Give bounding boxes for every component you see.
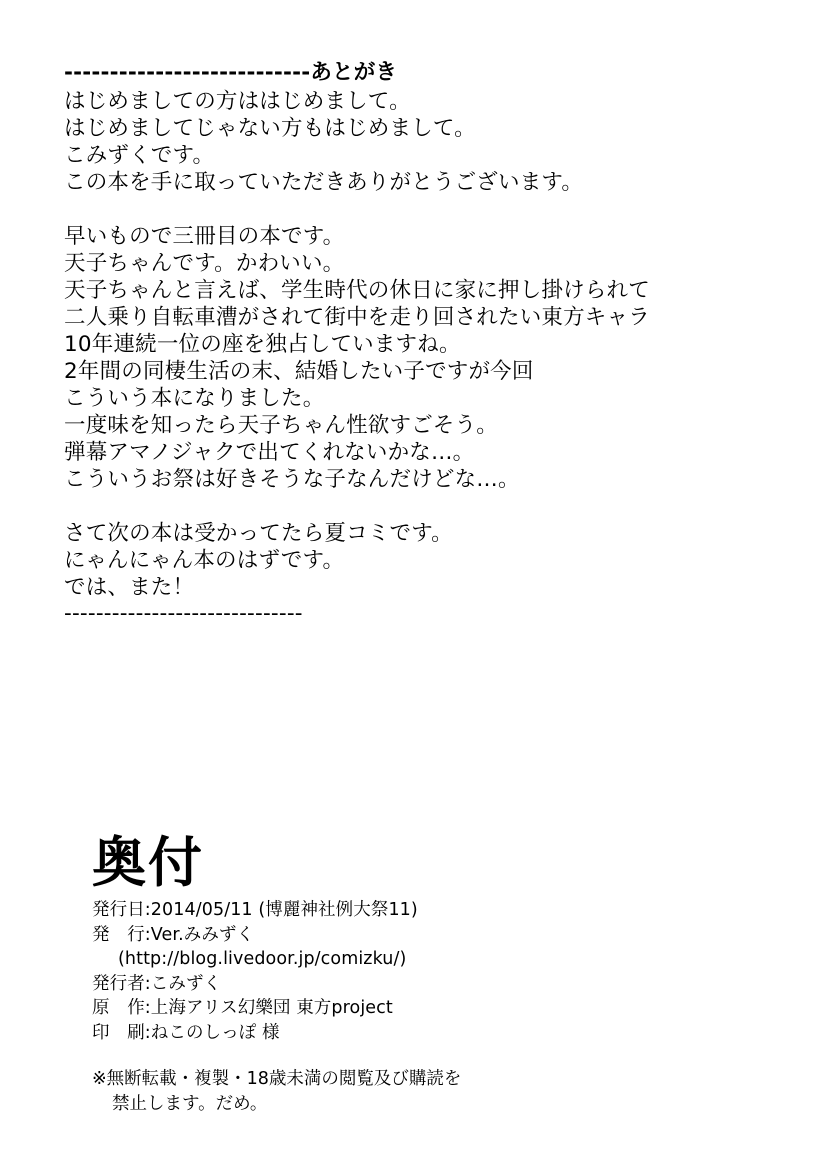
afterword-line: 弾幕アマノジャクで出てくれないかな…。	[64, 440, 475, 465]
afterword-line: 一度味を知ったら天子ちゃん性欲すごそう。	[64, 413, 499, 438]
afterword-line: 2年間の同棲生活の末、結婚したい子ですが今回	[64, 359, 534, 384]
colophon-line: 発 行:Ver.みみずく	[92, 924, 255, 945]
colophon-notice-line: ※無断転載・複製・18歳未満の閲覧及び購読を	[92, 1069, 462, 1089]
afterword-line: にゃんにゃん本のはずです。	[64, 548, 345, 573]
colophon-title: 奥付	[92, 831, 204, 894]
afterword-line: はじめましてじゃない方もはじめまして。	[64, 116, 476, 141]
afterword-line: 早いもので三冊目の本です。	[64, 224, 345, 249]
afterword-line: 天子ちゃんです。かわいい。	[64, 251, 345, 276]
paragraph-spacer	[64, 493, 774, 520]
afterword-line: では、また！	[64, 575, 195, 600]
afterword-line: 天子ちゃんと言えば、学生時代の休日に家に押し掛けられて	[64, 278, 650, 303]
afterword-line: 10年連続一位の座を独占していますね。	[64, 332, 461, 357]
afterword-line: こういうお祭は好きそうな子なんだけどな…。	[64, 467, 520, 492]
afterword-closing-rule: ------------------------------	[64, 601, 303, 626]
colophon-line: 発行者:こみずく	[92, 973, 222, 994]
colophon-line: 発行日:2014/05/11 (博麗神社例大祭11)	[92, 900, 418, 920]
colophon-line: 原 作:上海アリス幻樂団 東方project	[92, 998, 393, 1018]
afterword-line: こみずくです。	[64, 143, 215, 168]
colophon-notice-line: 禁止します。だめ。	[112, 1093, 268, 1114]
colophon-spacer	[92, 1045, 752, 1067]
afterword-line: さて次の本は受かってたら夏コミです。	[64, 521, 453, 546]
afterword-line: この本を手に取っていただきありがとうございます。	[64, 170, 584, 195]
afterword-line: 二人乗り自転車漕がされて街中を走り回されたい東方キャラ	[64, 305, 650, 330]
afterword-section	[64, 58, 774, 627]
afterword-heading: ---------------------------あとがき	[64, 60, 398, 85]
afterword-line: こういう本になりました。	[64, 386, 325, 411]
colophon-section	[92, 832, 752, 1116]
colophon-blog-url: (http://blog.livedoor.jp/comizku/)	[118, 949, 407, 969]
afterword-line: はじめましての方ははじめまして。	[64, 89, 411, 114]
colophon-line: 印 刷:ねこのしっぽ 様	[92, 1022, 280, 1043]
paragraph-spacer	[64, 196, 774, 223]
